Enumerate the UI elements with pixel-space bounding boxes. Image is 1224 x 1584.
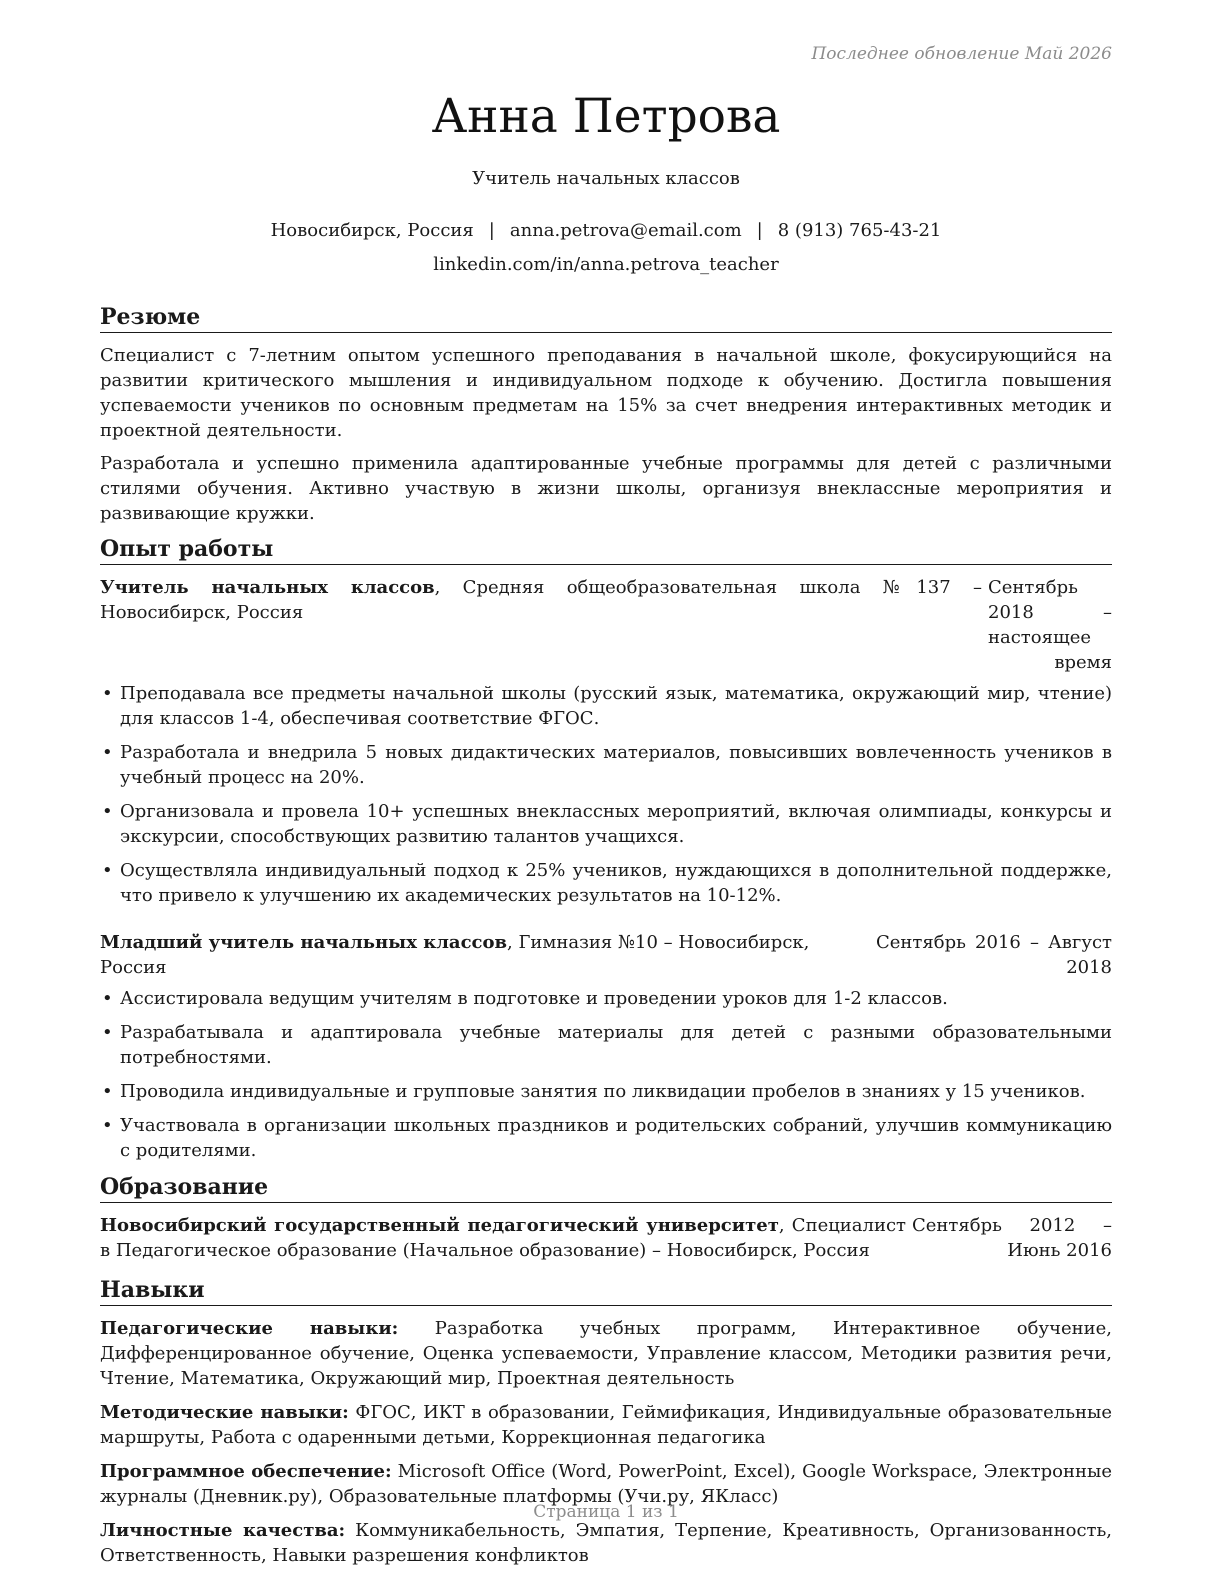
job-role-org: [100, 930, 870, 980]
job-org: , Средняя общеобразовательная школа №137 – Новосибирск, Россия: [100, 577, 982, 623]
job-header: [100, 575, 1112, 675]
contact-line: [100, 218, 1112, 244]
job-title: Учитель начальных классов: [472, 168, 740, 189]
skill-label: Педагогические навыки:: [100, 1318, 399, 1339]
phone: 8 (913) 765-43-21: [777, 220, 942, 241]
job-role: Учитель начальных классов: [100, 577, 435, 598]
job-org: , Гимназия №10 – Новосибирск, Россия: [100, 932, 810, 978]
skill-label: Методические навыки:: [100, 1402, 349, 1423]
summary-paragraph: Разработала и успешно применила адаптированные учебные программы для детей с различными стилями обучения. Активно участвую в жизни школы, организуя внеклассные мероприятия и развивающие кружки.: [100, 453, 1112, 524]
list-item: • Разрабатывала и адаптировала учебные материалы для детей с разными образовательными потребностями.: [100, 1020, 1112, 1070]
education-entry: [100, 1213, 1112, 1263]
job-role: Младший учитель начальных классов: [100, 932, 508, 953]
summary-section: [100, 302, 1112, 526]
last-updated: Последнее обновление Май 2026: [811, 44, 1112, 64]
list-item: • Разработала и внедрила 5 новых дидактических материалов, повысивших вовлеченность учеников в учебный процесс на 20%.: [100, 740, 1112, 790]
resume-page: [100, 0, 1112, 1584]
location: Новосибирск, Россия: [270, 220, 474, 241]
institution-name: Новосибирский государственный педагогический университет: [100, 1215, 779, 1236]
separator: |: [488, 220, 495, 241]
education-section: [100, 1172, 1112, 1263]
email-link[interactable]: anna.petrova@email.com: [509, 220, 742, 241]
skills-section: [100, 1275, 1112, 1568]
skill-label: Личностные качества:: [100, 1520, 346, 1541]
section-heading: Резюме: [100, 302, 1112, 333]
job-header: [100, 930, 1112, 980]
section-heading: Образование: [100, 1172, 1112, 1203]
list-item: • Преподавала все предметы начальной школы (русский язык, математика, окружающий мир, чтение) для классов 1-4, обеспечивая соответствие ФГОС.: [100, 681, 1112, 731]
section-heading: Опыт работы: [100, 534, 1112, 565]
job-dates: Сентябрь 2016 – Август 2018: [876, 932, 1112, 978]
list-item: • Осуществляла индивидуальный подход к 25% учеников, нуждающихся в дополнительной поддержке, что привело к улучшению их академических результатов на 10-12%.: [100, 858, 1112, 908]
skill-text: ФГОС, ИКТ в образовании, Геймификация, Индивидуальные образовательные маршруты, Работа с одаренными детьми, Коррекционная педагогика: [100, 1402, 1112, 1448]
list-item: • Участвовала в организации школьных праздников и родительских собраний, улучшив коммуникацию с родителями.: [100, 1113, 1112, 1163]
job-bullets: [100, 986, 1112, 1163]
education-institution: [100, 1213, 906, 1263]
separator: |: [756, 220, 763, 241]
job-bullets: [100, 681, 1112, 908]
person-name: Анна Петрова: [431, 89, 781, 144]
skill-group: [100, 1316, 1112, 1391]
degree-details: , Специалист в Педагогическое образование (Начальное образование) – Новосибирск, Россия: [100, 1215, 906, 1261]
skill-group: [100, 1518, 1112, 1568]
education-dates: Сентябрь 2012 – Июнь 2016: [912, 1215, 1112, 1261]
skill-text: Коммуникабельность, Эмпатия, Терпение, Креативность, Организованность, Ответственность, Навыки разрешения конфликтов: [100, 1520, 1113, 1566]
skill-label: Программное обеспечение:: [100, 1461, 392, 1482]
skill-text: Microsoft Office (Word, PowerPoint, Excel), Google Workspace, Электронные журналы (Дневник.ру), Образовательные платформы (Учи.ру, ЯКласс): [100, 1461, 1112, 1507]
job-entry: [100, 575, 1112, 908]
job-entry: [100, 930, 1112, 1163]
page-number: Страница 1 из 1: [533, 1502, 679, 1522]
experience-section: [100, 534, 1112, 1163]
section-heading: Навыки: [100, 1275, 1112, 1306]
list-item: • Проводила индивидуальные и групповые занятия по ликвидации пробелов в знаниях у 15 учеников.: [100, 1079, 1112, 1104]
job-role-org: [100, 575, 982, 625]
list-item: • Организовала и провела 10+ успешных внеклассных мероприятий, включая олимпиады, конкурсы и экскурсии, способствующих развитию талантов учащихся.: [100, 799, 1112, 849]
summary-paragraph: Специалист с 7-летним опытом успешного преподавания в начальной школе, фокусирующийся на развитии критического мышления и индивидуальном подходе к обучению. Достигла повышения успеваемости учеников по основным предметам на 15% за счет внедрения интерактивных методик и проектной деятельности.: [100, 345, 1112, 441]
linkedin-link[interactable]: linkedin.com/in/anna.petrova_teacher: [433, 254, 779, 275]
skill-group: [100, 1400, 1112, 1450]
job-dates: Сентябрь 2018 – настоящее время: [988, 577, 1112, 673]
list-item: • Ассистировала ведущим учителям в подготовке и проведении уроков для 1-2 классов.: [100, 986, 1112, 1011]
skill-text: Разработка учебных программ, Интерактивное обучение, Дифференцированное обучение, Оценка успеваемости, Управление классом, Методики развития речи, Чтение, Математика, Окружающий мир, Проектная деятельность: [100, 1318, 1112, 1389]
resume-content: [100, 302, 1112, 1577]
